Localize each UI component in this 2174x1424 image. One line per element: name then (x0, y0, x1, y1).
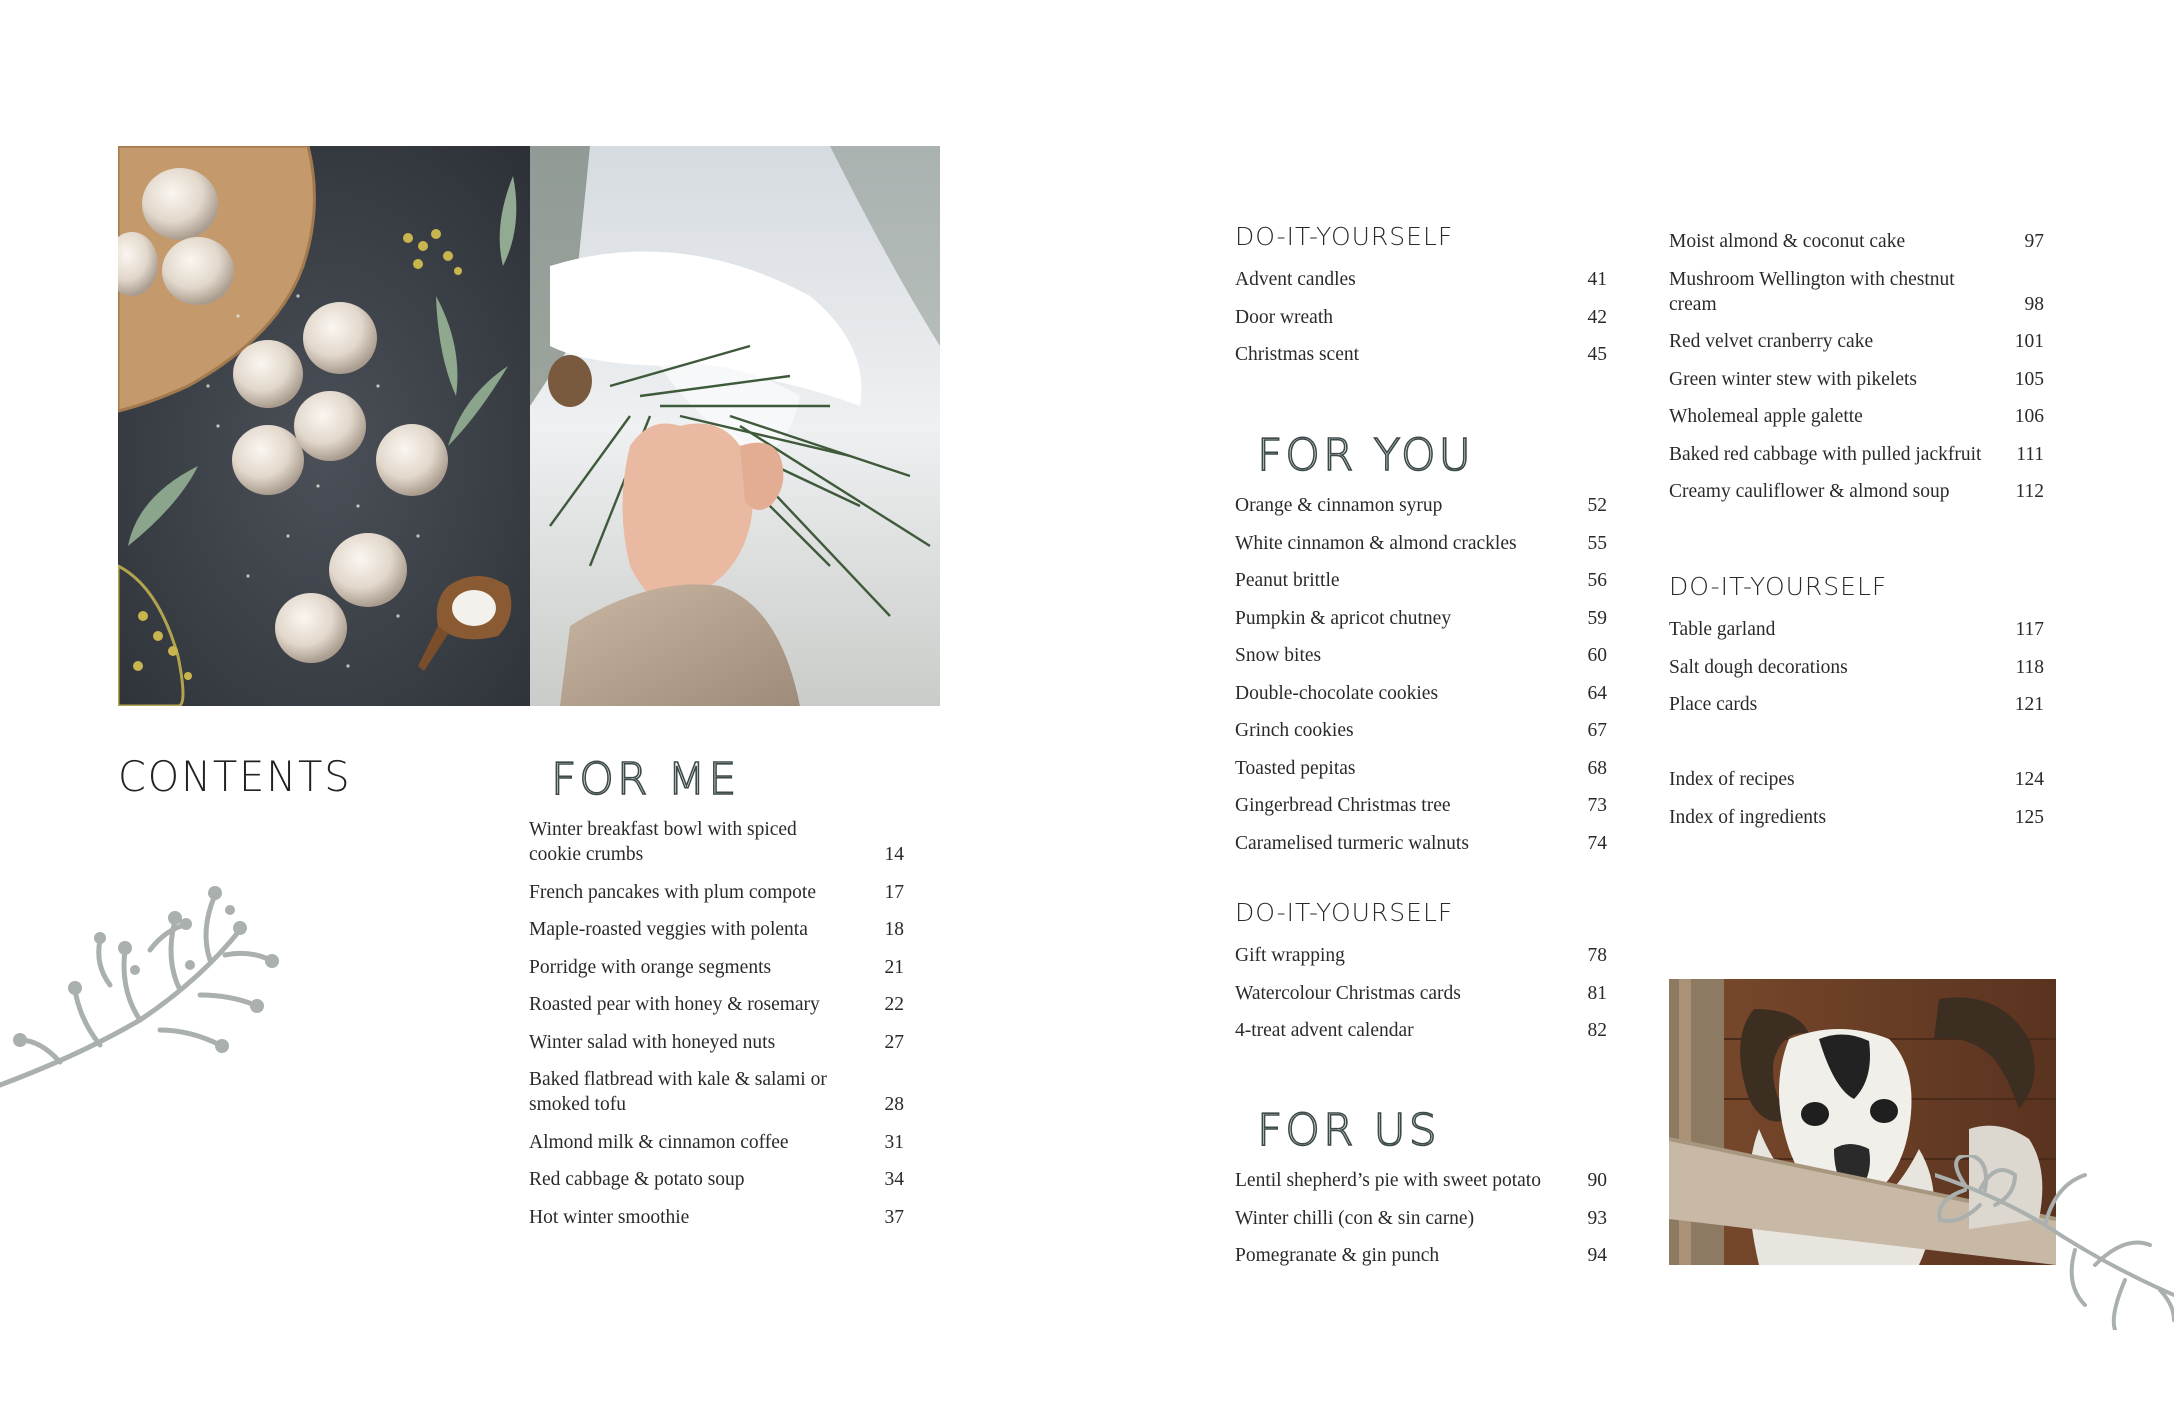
toc-entry-title: Pumpkin & apricot chutney (1235, 607, 1452, 629)
toc-entry-page: 117 (2015, 619, 2044, 640)
toc-entry[interactable] (1235, 756, 1607, 781)
toc-entry-page: 121 (2014, 694, 2044, 715)
toc-entry-title: Pomegranate & gin punch (1235, 1245, 1440, 1266)
section-heading-diy-3: DO-IT-YOURSELF (1669, 572, 1888, 601)
snowy-pine-photo (530, 146, 940, 706)
toc-entry-page: 81 (1587, 982, 1607, 1004)
toc-entry-title: Red velvet cranberry cake (1669, 331, 1874, 352)
toc-entry-page: 67 (1587, 720, 1607, 741)
toc-entry-page: 118 (2015, 656, 2044, 678)
toc-entry[interactable] (529, 880, 904, 905)
toc-entry-page: 97 (2024, 231, 2044, 252)
toc-entry-page: 52 (1587, 495, 1607, 516)
toc-entry-title: Maple-roasted veggies with polenta (529, 919, 808, 940)
section-heading-diy-1: DO-IT-YOURSELF (1235, 222, 1454, 251)
toc-entry-page: 105 (2014, 368, 2044, 390)
toc-entry-title: Advent candles (1235, 269, 1356, 290)
toc-list-for-me (529, 817, 904, 1242)
toc-entry-page: 106 (2014, 406, 2044, 427)
toc-entry-page: 42 (1587, 306, 1607, 328)
toc-entry-title: Toasted pepitas (1235, 757, 1356, 779)
toc-entry-page: 55 (1587, 532, 1607, 554)
toc-entry-page: 22 (884, 994, 904, 1015)
toc-entry-title: Baked red cabbage with pulled jackfruit (1669, 443, 1982, 465)
toc-entry-title: Gift wrapping (1235, 945, 1345, 966)
toc-entry[interactable] (1669, 805, 2044, 830)
toc-entry-page: 73 (1587, 795, 1607, 816)
toc-entry[interactable] (529, 917, 904, 942)
toc-entry-title: Porridge with orange segments (529, 956, 772, 978)
toc-entry-title: 4-treat advent calendar (1235, 1020, 1414, 1041)
toc-entry-title: Door wreath (1235, 306, 1334, 328)
toc-list-diy-2 (1235, 943, 1607, 1056)
toc-entry-title: Table garland (1669, 619, 1776, 640)
toc-entry-page: 21 (884, 956, 904, 978)
toc-entry-page: 93 (1587, 1207, 1607, 1229)
toc-entry-title: Winter chilli (con & sin carne) (1235, 1207, 1475, 1229)
toc-entry-page: 37 (884, 1206, 904, 1228)
toc-entry-page: 59 (1587, 607, 1607, 629)
section-heading-for-me: FOR ME (551, 754, 740, 805)
toc-entry-page: 17 (884, 881, 904, 903)
toc-entry[interactable] (529, 1030, 904, 1055)
toc-entry-page: 28 (884, 1094, 904, 1115)
toc-entry[interactable] (1669, 229, 2044, 254)
toc-entry-title: Green winter stew with pikelets (1669, 368, 1918, 390)
toc-entry[interactable] (1235, 1168, 1607, 1193)
toc-entry[interactable] (1669, 617, 2044, 642)
toc-entry[interactable] (1235, 943, 1607, 968)
toc-entry[interactable] (529, 1167, 904, 1192)
toc-entry-title: Watercolour Christmas cards (1235, 982, 1461, 1004)
toc-entry-title: Peanut brittle (1235, 570, 1340, 591)
toc-entry-page: 31 (884, 1131, 904, 1153)
toc-entry-page: 94 (1587, 1245, 1607, 1266)
toc-list-diy-1 (1235, 267, 1607, 380)
toc-entry[interactable] (529, 1130, 904, 1155)
toc-entry-page: 64 (1587, 682, 1607, 704)
toc-entry-page: 41 (1587, 269, 1607, 290)
toc-entry-title: Place cards (1669, 694, 1758, 715)
toc-entry-page: 98 (2024, 293, 2044, 315)
toc-entry-title: Red cabbage & potato soup (529, 1169, 745, 1190)
toc-entry[interactable] (1235, 681, 1607, 706)
flower-sprig-icon (1935, 1155, 2174, 1330)
toc-entry[interactable] (1669, 267, 2044, 317)
toc-entry-title: White cinnamon & almond crackles (1235, 532, 1517, 554)
toc-entry-title: Hot winter smoothie (529, 1206, 690, 1228)
toc-entry-page: 124 (2014, 769, 2044, 790)
toc-entry[interactable] (1235, 793, 1607, 818)
toc-entry[interactable] (1235, 267, 1607, 292)
toc-entry-page: 78 (1587, 945, 1607, 966)
toc-entry-title: Index of recipes (1669, 769, 1795, 790)
toc-entry[interactable] (1669, 479, 2044, 504)
toc-entry-page: 56 (1587, 570, 1607, 591)
toc-list-diy-3 (1669, 617, 2044, 730)
toc-entry[interactable] (1235, 1243, 1607, 1268)
toc-entry-page: 111 (2016, 443, 2044, 465)
toc-entry-title: Almond milk & cinnamon coffee (529, 1131, 789, 1153)
toc-entry-title: Caramelised turmeric walnuts (1235, 832, 1469, 854)
toc-entry-title: Baked flatbread with kale & salami or smoked tofu (529, 1069, 827, 1115)
toc-entry-page: 74 (1587, 832, 1607, 854)
toc-entry[interactable] (529, 1205, 904, 1230)
eucalyptus-sprig-icon (0, 870, 280, 1090)
toc-entry[interactable] (1669, 442, 2044, 467)
toc-entry[interactable] (1669, 367, 2044, 392)
toc-entry[interactable] (1235, 606, 1607, 631)
toc-entry[interactable] (1235, 643, 1607, 668)
toc-entry-title: Moist almond & coconut cake (1669, 231, 1906, 252)
toc-entry[interactable] (1235, 718, 1607, 743)
toc-entry-page: 112 (2015, 481, 2044, 502)
toc-entry[interactable] (1235, 531, 1607, 556)
page-title: CONTENTS (118, 752, 352, 801)
toc-entry-title: Snow bites (1235, 645, 1322, 666)
toc-entry-page: 34 (884, 1169, 904, 1190)
toc-entry-title: Gingerbread Christmas tree (1235, 795, 1451, 816)
toc-entry[interactable] (1669, 767, 2044, 792)
toc-entry[interactable] (1669, 692, 2044, 717)
toc-entry-title: Roasted pear with honey & rosemary (529, 994, 820, 1015)
toc-entry-title: Mushroom Wellington with chestnut cream (1669, 268, 1955, 315)
toc-entry[interactable] (1235, 1018, 1607, 1043)
toc-entry[interactable] (1235, 305, 1607, 330)
toc-list-for-you (1235, 493, 1607, 868)
toc-entry[interactable] (529, 1067, 904, 1117)
toc-entry-title: Creamy cauliflower & almond soup (1669, 481, 1950, 502)
toc-entry-title: Index of ingredients (1669, 806, 1827, 828)
toc-entry-page: 45 (1587, 344, 1607, 365)
toc-entry-title: Orange & cinnamon syrup (1235, 495, 1443, 516)
toc-entry[interactable] (529, 817, 904, 867)
toc-entry[interactable] (1235, 831, 1607, 856)
toc-entry-title: Christmas scent (1235, 344, 1360, 365)
toc-entry-page: 68 (1587, 757, 1607, 779)
toc-entry-page: 101 (2014, 331, 2044, 352)
toc-entry[interactable] (529, 955, 904, 980)
section-heading-for-us: FOR US (1257, 1105, 1440, 1156)
truffles-photo (118, 146, 530, 706)
toc-entry-title: Winter breakfast bowl with spiced cookie crumbs (529, 819, 797, 865)
toc-entry[interactable] (529, 992, 904, 1017)
toc-entry[interactable] (1235, 1206, 1607, 1231)
toc-entry-page: 14 (884, 844, 904, 865)
toc-entry[interactable] (1235, 493, 1607, 518)
toc-entry[interactable] (1235, 342, 1607, 367)
toc-entry[interactable] (1235, 568, 1607, 593)
toc-entry-page: 125 (2014, 806, 2044, 828)
toc-entry-page: 90 (1587, 1170, 1607, 1191)
toc-entry-page: 27 (884, 1031, 904, 1053)
section-heading-for-you: FOR YOU (1257, 430, 1474, 481)
toc-entry-page: 60 (1587, 645, 1607, 666)
toc-entry-title: French pancakes with plum compote (529, 881, 817, 903)
toc-entry-page: 82 (1587, 1020, 1607, 1041)
toc-entry-title: Double-chocolate cookies (1235, 682, 1439, 704)
toc-entry-title: Wholemeal apple galette (1669, 406, 1863, 427)
toc-entry-title: Salt dough decorations (1669, 656, 1848, 678)
toc-entry[interactable] (1235, 981, 1607, 1006)
toc-entry[interactable] (1669, 329, 2044, 354)
toc-list-for-us-continued (1669, 229, 2044, 517)
toc-list-index (1669, 767, 2044, 842)
toc-entry-title: Winter salad with honeyed nuts (529, 1031, 776, 1053)
toc-list-for-us (1235, 1168, 1607, 1281)
toc-entry[interactable] (1669, 404, 2044, 429)
toc-entry-page: 18 (884, 919, 904, 940)
toc-entry-title: Grinch cookies (1235, 720, 1354, 741)
toc-entry-title: Lentil shepherd’s pie with sweet potato (1235, 1170, 1541, 1191)
section-heading-diy-2: DO-IT-YOURSELF (1235, 898, 1454, 927)
toc-entry[interactable] (1669, 655, 2044, 680)
